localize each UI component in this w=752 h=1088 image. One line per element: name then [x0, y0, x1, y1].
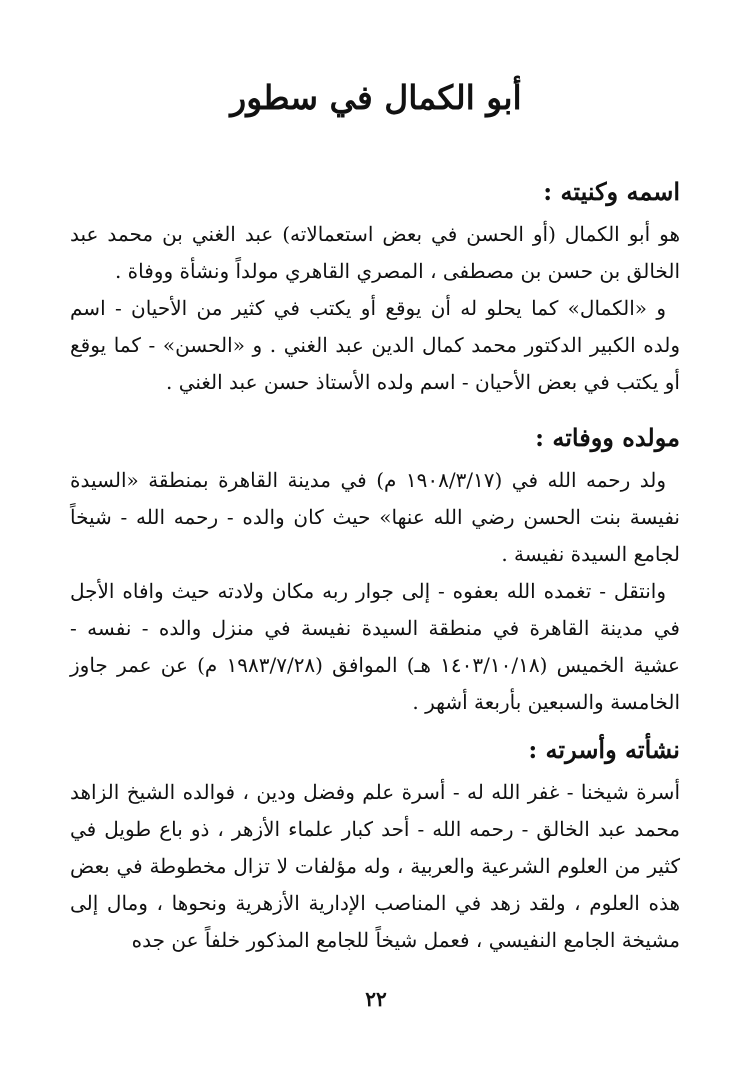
page-title: أبو الكمال في سطور: [230, 78, 522, 117]
section-birth-death: [70, 418, 680, 721]
paragraph: وانتقل - تغمده الله بعفوه - إلى جوار ربه مكان ولادته حيث وافاه الأجل في مدينة القاهرة في منطقة السيدة نفيسة في منزل والده - نفسه - عشية الخميس (١٤٠٣/١٠/١٨ هـ) الموافق (١٩٨٣/٧/٢٨ م) عن عمر جاوز الخامسة والسبعين بأربعة أشهر .: [70, 579, 680, 714]
page-number: ٢٢: [365, 987, 387, 1011]
section-heading: نشأته وأسرته :: [528, 735, 680, 764]
section-name-kunya: [70, 172, 680, 401]
section-heading: مولده ووفاته :: [535, 423, 680, 452]
section-heading: اسمه وكنيته :: [543, 177, 680, 206]
paragraph: هو أبو الكمال (أو الحسن في بعض استعمالاته) عبد الغني بن محمد عبد الخالق بن حسن بن مصطفى ، المصري القاهري مولداً ونشأة ووفاة .: [70, 222, 680, 283]
paragraph: ولد رحمه الله في (١٩٠٨/٣/١٧ م) في مدينة القاهرة بمنطقة «السيدة نفيسة بنت الحسن رضي الله عنها» حيث كان والده - رحمه الله - شيخاً لجامع السيدة نفيسة .: [70, 468, 680, 566]
paragraph: و «الكمال» كما يحلو له أن يوقع أو يكتب في كثير من الأحيان - اسم ولده الكبير الدكتور محمد كمال الدين عبد الغني . و «الحسن» - كما يوقع أو يكتب في بعض الأحيان - اسم ولده الأستاذ حسن عبد الغني .: [70, 296, 680, 394]
paragraph: أسرة شيخنا - غفر الله له - أسرة علم وفضل ودين ، فوالده الشيخ الزاهد محمد عبد الخالق - رحمه الله - أحد كبار علماء الأزهر ، ذو باع طويل في كثير من العلوم الشرعية والعربية ، وله مؤلفات لا تزال مخطوطة في بعض هذه العلوم ، ولقد زهد في المناصب الإدارية الأزهرية ونحوها ، ومال إلى مشيخة الجامع النفيسي ، فعمل شيخاً للجامع المذكور خلفاً عن جده: [70, 780, 680, 952]
section-upbringing-family: [70, 730, 680, 959]
